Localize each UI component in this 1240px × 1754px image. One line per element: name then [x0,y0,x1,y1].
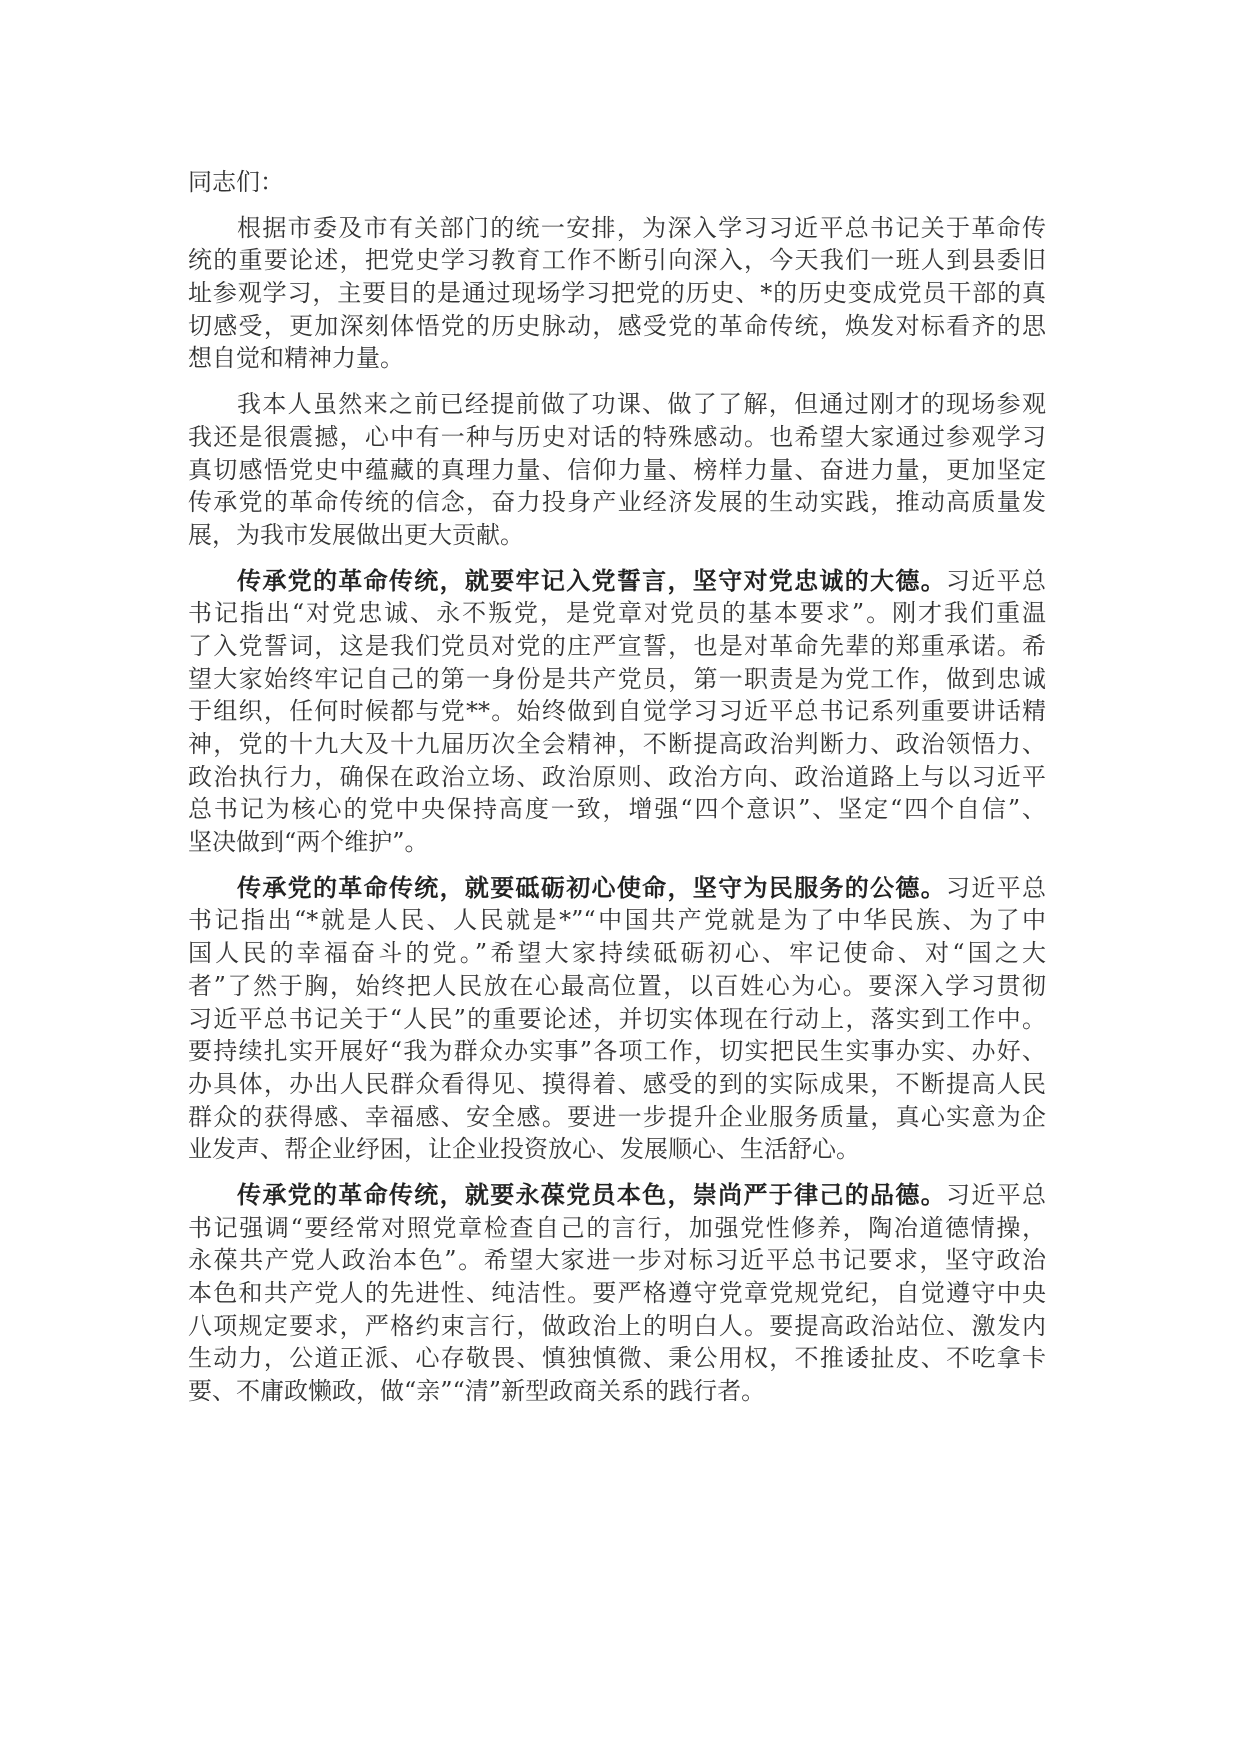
text-line: 要持续扎实开展好“我为群众办实事”各项工作，切实把民生实事办实、办好、 [188,1037,1046,1066]
text-line: 我本人虽然来之前已经提前做了功课、做了了解，但通过刚才的现场参观 [237,390,1046,419]
text-line [188,565,1046,598]
text-line: 根据市委及市有关部门的统一安排，为深入学习习近平总书记关于革命传 [237,213,1046,242]
document-page [188,166,1046,1408]
paragraph [188,872,1046,1166]
text-line: 了入党誓词，这是我们党员对党的庄严宣誓，也是对革命先辈的郑重承诺。希 [188,631,1046,660]
paragraph-heading: 传承党的革命传统，就要牢记入党誓言，坚守对党忠诚的大德。 [237,565,947,595]
salutation: 同志们： [188,168,284,196]
text-line: 政治执行力，确保在政治立场、政治原则、政治方向、政治道路上与以习近平 [188,762,1046,791]
text-line: 传承党的革命传统的信念，奋力投身产业经济发展的生动实践，推动高质量发 [188,488,1046,517]
text-line: 国人民的幸福奋斗的党。”希望大家持续砥砺初心、牢记使命、对“国之大 [188,939,1046,968]
text-line: 统的重要论述，把党史学习教育工作不断引向深入，今天我们一班人到县委旧 [188,246,1046,275]
text-line: 本色和共产党人的先进性、纯洁性。要严格遵守党章党规党纪，自觉遵守中央 [188,1279,1046,1307]
text-line: 习近平总书记关于“人民”的重要论述，并切实体现在行动上，落实到工作中。 [188,1004,1046,1033]
text-line [188,872,1046,905]
text-line: 者”了然于胸，始终把人民放在心最高位置，以百姓心为心。要深入学习贯彻 [188,971,1046,1000]
text-line: 总书记为核心的党中央保持高度一致，增强“四个意识”、坚定“四个自信”、 [188,795,1046,824]
paragraph [188,212,1046,375]
text-line: 书记强调“要经常对照党章检查自己的言行，加强党性修养，陶冶道德情操， [188,1213,1046,1242]
paragraph-text: 习近平总 [946,566,1046,595]
text-line [188,1179,1046,1212]
document-body [188,212,1046,1408]
paragraph [188,388,1046,551]
text-line: 望大家始终牢记自己的第一身份是共产党员，第一职责是为党工作，做到忠诚 [188,664,1046,693]
text-line: 八项规定要求，严格约束言行，做政治上的明白人。要提高政治站位、激发内 [188,1311,1046,1340]
paragraph-text: 习近平总 [946,1180,1046,1209]
paragraph-heading: 传承党的革命传统，就要永葆党员本色，崇尚严于律己的品德。 [237,1179,947,1209]
text-line: 我还是很震撼，心中有一种与历史对话的特殊感动。也希望大家通过参观学习 [188,422,1046,451]
text-line: 书记指出“*就是人民、人民就是*”“中国共产党就是为了中华民族、为了中 [188,906,1046,935]
text-line: 书记指出“对党忠诚、永不叛党，是党章对党员的基本要求”。刚才我们重温 [188,599,1046,628]
text-line: 真切感悟党史中蕴藏的真理力量、信仰力量、榜样力量、奋进力量，更加坚定 [188,455,1046,484]
text-line: 想自觉和精神力量。 [188,344,404,373]
paragraph-text: 习近平总 [946,873,1046,902]
paragraph [188,565,1046,859]
text-line: 坚决做到“两个维护”。 [188,828,429,857]
text-line: 业发声、帮企业纾困，让企业投资放心、发展顺心、生活舒心。 [188,1135,860,1164]
text-line: 生动力，公道正派、心存敬畏、慎独慎微、秉公用权，不推诿扯皮、不吃拿卡 [188,1344,1046,1373]
text-line: 群众的获得感、幸福感、安全感。要进一步提升企业服务质量，真心实意为企 [188,1102,1046,1131]
text-line: 神，党的十九大及十九届历次全会精神，不断提高政治判断力、政治领悟力、 [188,730,1046,758]
text-line: 展，为我市发展做出更大贡献。 [188,520,524,549]
text-line: 要、不庸政懒政，做“亲”“清”新型政商关系的践行者。 [188,1377,766,1406]
text-line: 址参观学习，主要目的是通过现场学习把党的历史、*的历史变成党员干部的真 [188,279,1046,308]
text-line: 于组织，任何时候都与党**。始终做到自觉学习习近平总书记系列重要讲话精 [188,697,1046,726]
text-line: 永葆共产党人政治本色”。希望大家进一步对标习近平总书记要求，坚守政治 [188,1246,1046,1275]
text-line: 切感受，更加深刻体悟党的历史脉动，感受党的革命传统，焕发对标看齐的思 [188,311,1046,340]
text-line: 办具体，办出人民群众看得见、摸得着、感受的到的实际成果，不断提高人民 [188,1069,1046,1098]
paragraph-heading: 传承党的革命传统，就要砥砺初心使命，坚守为民服务的公德。 [237,872,947,902]
paragraph [188,1179,1046,1408]
